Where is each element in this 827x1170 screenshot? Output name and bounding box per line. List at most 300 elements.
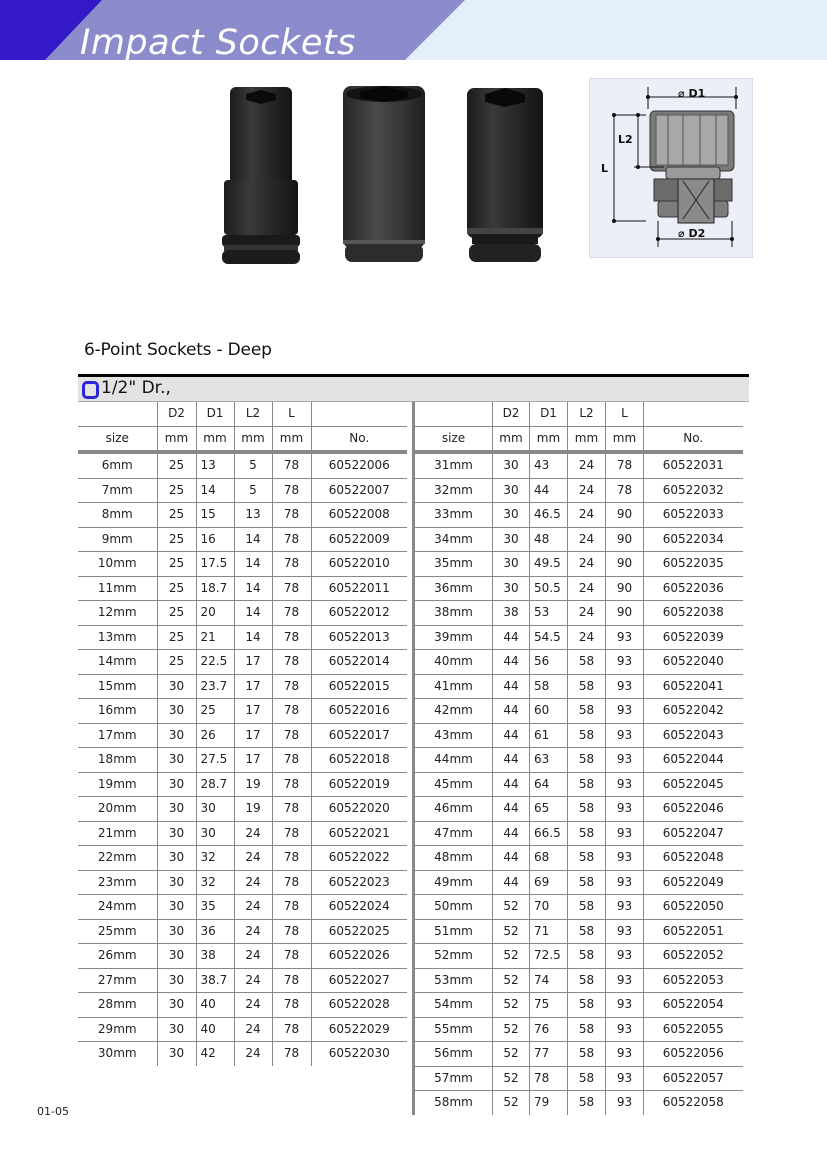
cell-size: 36mm — [414, 576, 493, 601]
cell-d1: 74 — [530, 968, 568, 993]
cell-size: 9mm — [78, 527, 157, 552]
cell-part-no: 60522011 — [311, 576, 407, 601]
cell-d1: 27.5 — [196, 748, 234, 773]
cell-l2: 14 — [234, 527, 272, 552]
table-row — [414, 699, 743, 724]
cell-size: 55mm — [414, 1017, 493, 1042]
cell-l: 78 — [272, 772, 311, 797]
cell-part-no: 60522033 — [644, 503, 743, 528]
cell-l2: mm — [234, 426, 272, 452]
cell-size: 48mm — [414, 846, 493, 871]
spec-table — [78, 374, 749, 1110]
cell-part-no: 60522015 — [311, 674, 407, 699]
cell-l2: 58 — [568, 723, 606, 748]
cell-d1: 70 — [530, 895, 568, 920]
cell-part-no: 60522022 — [311, 846, 407, 871]
cell-l2: 58 — [568, 993, 606, 1018]
cell-part-no: 60522057 — [644, 1066, 743, 1091]
cell-l: 90 — [606, 576, 644, 601]
cell-l2: 17 — [234, 723, 272, 748]
cell-l: 78 — [272, 993, 311, 1018]
cell-l2: 58 — [568, 968, 606, 993]
cell-d1: 71 — [530, 919, 568, 944]
table-row — [78, 846, 407, 871]
cell-size: 16mm — [78, 699, 157, 724]
cell-d1: 42 — [196, 1042, 234, 1066]
cell-l2: 58 — [568, 870, 606, 895]
table-row — [414, 601, 743, 626]
cell-d1: 79 — [530, 1091, 568, 1115]
cell-size: 39mm — [414, 625, 493, 650]
table-row — [414, 527, 743, 552]
cell-d2: 30 — [157, 772, 196, 797]
cell-l2: 24 — [568, 527, 606, 552]
cell-part-no: No. — [311, 426, 407, 452]
cell-part-no: 60522048 — [644, 846, 743, 871]
cell-d2: 30 — [157, 821, 196, 846]
cell-size: 17mm — [78, 723, 157, 748]
cell-l: 78 — [272, 944, 311, 969]
cell-d2: 52 — [493, 1091, 530, 1115]
cell-d1: 36 — [196, 919, 234, 944]
cell-d1: 75 — [530, 993, 568, 1018]
cell-l: 78 — [272, 1017, 311, 1042]
cell-d2: 30 — [493, 452, 530, 478]
socket-photo-straight — [343, 86, 425, 262]
cell-d2: 38 — [493, 601, 530, 626]
cell-l2: 24 — [568, 478, 606, 503]
table-row — [78, 452, 407, 478]
cell-part-no: 60522007 — [311, 478, 407, 503]
cell-size: 14mm — [78, 650, 157, 675]
cell-size: 7mm — [78, 478, 157, 503]
table-row — [414, 968, 743, 993]
table-row — [414, 895, 743, 920]
cell-d1: 46.5 — [530, 503, 568, 528]
cell-d2: 30 — [157, 699, 196, 724]
cell-size: 23mm — [78, 870, 157, 895]
cell-part-no: 60522029 — [311, 1017, 407, 1042]
cell-d1: mm — [196, 426, 234, 452]
cell-l: 93 — [606, 944, 644, 969]
cell-d2: 52 — [493, 1066, 530, 1091]
cell-size: 29mm — [78, 1017, 157, 1042]
cell-l2: 5 — [234, 478, 272, 503]
cell-d1: 64 — [530, 772, 568, 797]
cell-d2: 30 — [493, 527, 530, 552]
cell-d2: D2 — [493, 402, 530, 426]
cell-l2: 14 — [234, 601, 272, 626]
cell-l: L — [606, 402, 644, 426]
cell-part-no: No. — [644, 426, 743, 452]
cell-part-no: 60522055 — [644, 1017, 743, 1042]
table-row — [414, 748, 743, 773]
table-row — [78, 797, 407, 822]
cell-l: 93 — [606, 870, 644, 895]
cell-l2: 13 — [234, 503, 272, 528]
table-row — [78, 968, 407, 993]
cell-d2: 25 — [157, 650, 196, 675]
table-row — [414, 846, 743, 871]
cell-part-no: 60522026 — [311, 944, 407, 969]
cell-l2: 14 — [234, 576, 272, 601]
cell-part-no: 60522053 — [644, 968, 743, 993]
cell-d1: 32 — [196, 870, 234, 895]
cell-l: 90 — [606, 503, 644, 528]
socket-photo-groove — [467, 88, 543, 262]
cell-l: 93 — [606, 748, 644, 773]
cell-d1: 22.5 — [196, 650, 234, 675]
cell-d2: 44 — [493, 625, 530, 650]
cell-size: 41mm — [414, 674, 493, 699]
table-row — [78, 1042, 407, 1066]
cell-l: 93 — [606, 797, 644, 822]
cell-l2: 5 — [234, 452, 272, 478]
cell-part-no: 60522027 — [311, 968, 407, 993]
cell-d2: 30 — [493, 552, 530, 577]
header-row-dimensions — [414, 402, 743, 426]
cell-l2: 14 — [234, 625, 272, 650]
cell-size: 8mm — [78, 503, 157, 528]
table-row — [78, 919, 407, 944]
table-row — [78, 723, 407, 748]
cell-size: 15mm — [78, 674, 157, 699]
cell-l2: 58 — [568, 699, 606, 724]
cell-part-no: 60522034 — [644, 527, 743, 552]
cell-part-no: 60522028 — [311, 993, 407, 1018]
cell-l: 93 — [606, 650, 644, 675]
table-row — [78, 895, 407, 920]
socket-cross-section — [590, 79, 752, 257]
table-row — [78, 503, 407, 528]
cell-l2: 58 — [568, 1042, 606, 1067]
cell-size — [414, 402, 493, 426]
table-row — [414, 797, 743, 822]
cell-size: 27mm — [78, 968, 157, 993]
page-title: Impact Sockets — [80, 23, 356, 60]
table-row — [414, 723, 743, 748]
table-row — [414, 944, 743, 969]
cell-part-no: 60522054 — [644, 993, 743, 1018]
cell-l: 78 — [272, 846, 311, 871]
cell-l2: 17 — [234, 699, 272, 724]
cell-l2: 24 — [234, 993, 272, 1018]
cell-part-no: 60522031 — [644, 452, 743, 478]
table-row — [414, 1017, 743, 1042]
cell-l: 78 — [272, 478, 311, 503]
table-row — [414, 821, 743, 846]
cell-l2: 58 — [568, 1091, 606, 1115]
cell-l: 93 — [606, 1042, 644, 1067]
cell-part-no: 60522023 — [311, 870, 407, 895]
cell-l2: 24 — [234, 846, 272, 871]
cell-d1: 20 — [196, 601, 234, 626]
table-row — [414, 870, 743, 895]
cell-d1: 43 — [530, 452, 568, 478]
cell-l: 93 — [606, 993, 644, 1018]
cell-l: 78 — [272, 748, 311, 773]
cell-l: 93 — [606, 919, 644, 944]
cell-part-no: 60522006 — [311, 452, 407, 478]
cell-d2: 30 — [157, 748, 196, 773]
drive-size-label: 1/2" Dr., — [101, 378, 171, 398]
cell-size: 56mm — [414, 1042, 493, 1067]
cell-size: 49mm — [414, 870, 493, 895]
cell-l2: 24 — [234, 1042, 272, 1066]
cell-l: 78 — [606, 478, 644, 503]
cell-l: 78 — [272, 576, 311, 601]
cell-d1: 60 — [530, 699, 568, 724]
cell-l2: 19 — [234, 797, 272, 822]
cell-d2: 25 — [157, 601, 196, 626]
cell-part-no: 60522040 — [644, 650, 743, 675]
cell-l: 78 — [272, 601, 311, 626]
cell-d1: 30 — [196, 797, 234, 822]
cell-l: 93 — [606, 821, 644, 846]
cell-l2: 58 — [568, 895, 606, 920]
cell-d2: 52 — [493, 1042, 530, 1067]
cell-d1: 63 — [530, 748, 568, 773]
cell-d2: 52 — [493, 919, 530, 944]
cell-l2: 19 — [234, 772, 272, 797]
cell-part-no — [311, 402, 407, 426]
cell-part-no: 60522019 — [311, 772, 407, 797]
cell-d2: 52 — [493, 968, 530, 993]
cell-part-no: 60522049 — [644, 870, 743, 895]
cell-l2: mm — [568, 426, 606, 452]
cell-l2: 24 — [568, 503, 606, 528]
cell-l: 93 — [606, 895, 644, 920]
cell-l2: 58 — [568, 772, 606, 797]
cell-d2: 30 — [157, 1017, 196, 1042]
cell-d1: 13 — [196, 452, 234, 478]
cell-d2: 30 — [157, 919, 196, 944]
l-label: L — [601, 162, 609, 175]
cell-d1: 23.7 — [196, 674, 234, 699]
cell-part-no: 60522014 — [311, 650, 407, 675]
cell-d2: 30 — [493, 576, 530, 601]
cell-d1: 26 — [196, 723, 234, 748]
cell-l2: 24 — [234, 919, 272, 944]
cell-part-no: 60522010 — [311, 552, 407, 577]
cell-part-no: 60522020 — [311, 797, 407, 822]
cell-l2: 24 — [568, 552, 606, 577]
cell-size — [78, 402, 157, 426]
table-row — [414, 1042, 743, 1067]
section-title: 6-Point Sockets - Deep — [84, 340, 272, 360]
cell-l2: 58 — [568, 821, 606, 846]
cell-l: 93 — [606, 772, 644, 797]
cell-l: 93 — [606, 1017, 644, 1042]
table-row — [78, 601, 407, 626]
cell-size: size — [414, 426, 493, 452]
cell-d2: 44 — [493, 699, 530, 724]
drive-size-bar — [78, 377, 749, 402]
cell-part-no: 60522025 — [311, 919, 407, 944]
table-row — [414, 625, 743, 650]
cell-size: 6mm — [78, 452, 157, 478]
cell-part-no: 60522052 — [644, 944, 743, 969]
cell-l: 78 — [272, 552, 311, 577]
cell-l: 93 — [606, 723, 644, 748]
cell-part-no: 60522032 — [644, 478, 743, 503]
page-number: 01-05 — [37, 1105, 69, 1118]
cell-l2: L2 — [568, 402, 606, 426]
cell-d2: 30 — [157, 944, 196, 969]
cell-d2: 25 — [157, 576, 196, 601]
cell-d2: 30 — [157, 674, 196, 699]
cell-d2: 30 — [157, 993, 196, 1018]
cell-l: mm — [272, 426, 311, 452]
cell-d1: 69 — [530, 870, 568, 895]
cell-part-no: 60522012 — [311, 601, 407, 626]
cell-d1: 15 — [196, 503, 234, 528]
cell-l: 78 — [272, 723, 311, 748]
cell-l2: 58 — [568, 919, 606, 944]
cell-part-no: 60522008 — [311, 503, 407, 528]
cell-d1: 16 — [196, 527, 234, 552]
cell-l2: 58 — [568, 674, 606, 699]
table-row — [78, 674, 407, 699]
cell-d1: 72.5 — [530, 944, 568, 969]
cell-l2: 14 — [234, 552, 272, 577]
cell-part-no: 60522056 — [644, 1042, 743, 1067]
cell-l: 78 — [272, 895, 311, 920]
table-row — [414, 452, 743, 478]
cell-d2: 25 — [157, 503, 196, 528]
cell-l2: 24 — [234, 944, 272, 969]
cell-d2: 52 — [493, 895, 530, 920]
cell-d2: 30 — [493, 503, 530, 528]
cell-d1: 38 — [196, 944, 234, 969]
cell-size: 22mm — [78, 846, 157, 871]
cell-d2: 44 — [493, 870, 530, 895]
spec-table-right — [412, 402, 743, 1115]
cell-size: 10mm — [78, 552, 157, 577]
cell-d2: 30 — [157, 870, 196, 895]
cell-size: 58mm — [434, 1095, 473, 1110]
cell-size: 24mm — [78, 895, 157, 920]
cell-part-no: 60522009 — [311, 527, 407, 552]
cell-size: 35mm — [414, 552, 493, 577]
cell-l: 93 — [606, 1066, 644, 1091]
cell-l: 93 — [606, 1091, 644, 1115]
cell-part-no: 60522046 — [644, 797, 743, 822]
cell-d2: 44 — [493, 748, 530, 773]
cell-d1: 61 — [530, 723, 568, 748]
cell-d1: 32 — [196, 846, 234, 871]
cell-d2: 25 — [157, 552, 196, 577]
cell-d1: 18.7 — [196, 576, 234, 601]
cell-l: 93 — [606, 699, 644, 724]
table-row — [414, 576, 743, 601]
cell-d2: 44 — [493, 846, 530, 871]
d2-label: ⌀ D2 — [678, 227, 706, 240]
cell-d1: 54.5 — [530, 625, 568, 650]
cell-size: 50mm — [414, 895, 493, 920]
cell-d2: 30 — [157, 846, 196, 871]
cell-d2: mm — [493, 426, 530, 452]
cell-part-no: 60522017 — [311, 723, 407, 748]
table-row — [414, 650, 743, 675]
cell-l: 78 — [272, 821, 311, 846]
cell-part-no: 60522042 — [644, 699, 743, 724]
table-row — [78, 576, 407, 601]
cell-l: 90 — [606, 552, 644, 577]
cell-d2: 30 — [157, 968, 196, 993]
cell-l2: 58 — [568, 1017, 606, 1042]
dimension-diagram — [589, 78, 753, 258]
cell-l2: 58 — [568, 846, 606, 871]
cell-part-no: 60522021 — [311, 821, 407, 846]
cell-l2: 17 — [234, 748, 272, 773]
cell-size: 45mm — [414, 772, 493, 797]
cell-l2: 58 — [568, 1066, 606, 1091]
cell-l2: 58 — [568, 944, 606, 969]
cell-l: 78 — [272, 870, 311, 895]
cell-l2: 58 — [568, 748, 606, 773]
cell-size: 43mm — [414, 723, 493, 748]
cell-l: 90 — [606, 601, 644, 626]
cell-size: size — [78, 426, 157, 452]
cell-part-no: 60522016 — [311, 699, 407, 724]
cell-l: 93 — [606, 625, 644, 650]
cell-d1: 44 — [530, 478, 568, 503]
cell-l: 78 — [272, 452, 311, 478]
cell-part-no: 60522044 — [644, 748, 743, 773]
cell-d2: 52 — [493, 1017, 530, 1042]
table-row — [414, 1091, 743, 1115]
cell-size: 34mm — [414, 527, 493, 552]
cell-d2: 44 — [493, 772, 530, 797]
cell-part-no: 60522035 — [644, 552, 743, 577]
table-row — [414, 919, 743, 944]
header-banner — [0, 0, 827, 60]
table-row — [78, 650, 407, 675]
spec-table-left — [78, 402, 407, 1066]
cell-d2: 44 — [493, 650, 530, 675]
table-row — [78, 527, 407, 552]
cell-part-no: 60522050 — [644, 895, 743, 920]
cell-l: 78 — [272, 919, 311, 944]
table-row — [414, 1066, 743, 1091]
cell-l2: 17 — [234, 674, 272, 699]
cell-l: 78 — [606, 452, 644, 478]
cell-l2: L2 — [234, 402, 272, 426]
table-row — [78, 625, 407, 650]
cell-size: 21mm — [78, 821, 157, 846]
cell-d1: 65 — [530, 797, 568, 822]
table-row — [414, 993, 743, 1018]
cell-d2: 30 — [157, 723, 196, 748]
table-row — [414, 478, 743, 503]
cell-d1: 49.5 — [530, 552, 568, 577]
cell-d2: D2 — [157, 402, 196, 426]
cell-d1: 56 — [530, 650, 568, 675]
header-row-dimensions — [78, 402, 407, 426]
cell-size: 33mm — [414, 503, 493, 528]
cell-l2: 24 — [234, 1017, 272, 1042]
cell-l2: 24 — [568, 452, 606, 478]
cell-size: 18mm — [78, 748, 157, 773]
cell-d1: 17.5 — [196, 552, 234, 577]
cell-size: 11mm — [78, 576, 157, 601]
socket-photo-stepped — [222, 87, 300, 264]
cell-l: 78 — [272, 503, 311, 528]
cell-size: 13mm — [78, 625, 157, 650]
cell-part-no: 60522047 — [644, 821, 743, 846]
cell-l: 90 — [606, 527, 644, 552]
